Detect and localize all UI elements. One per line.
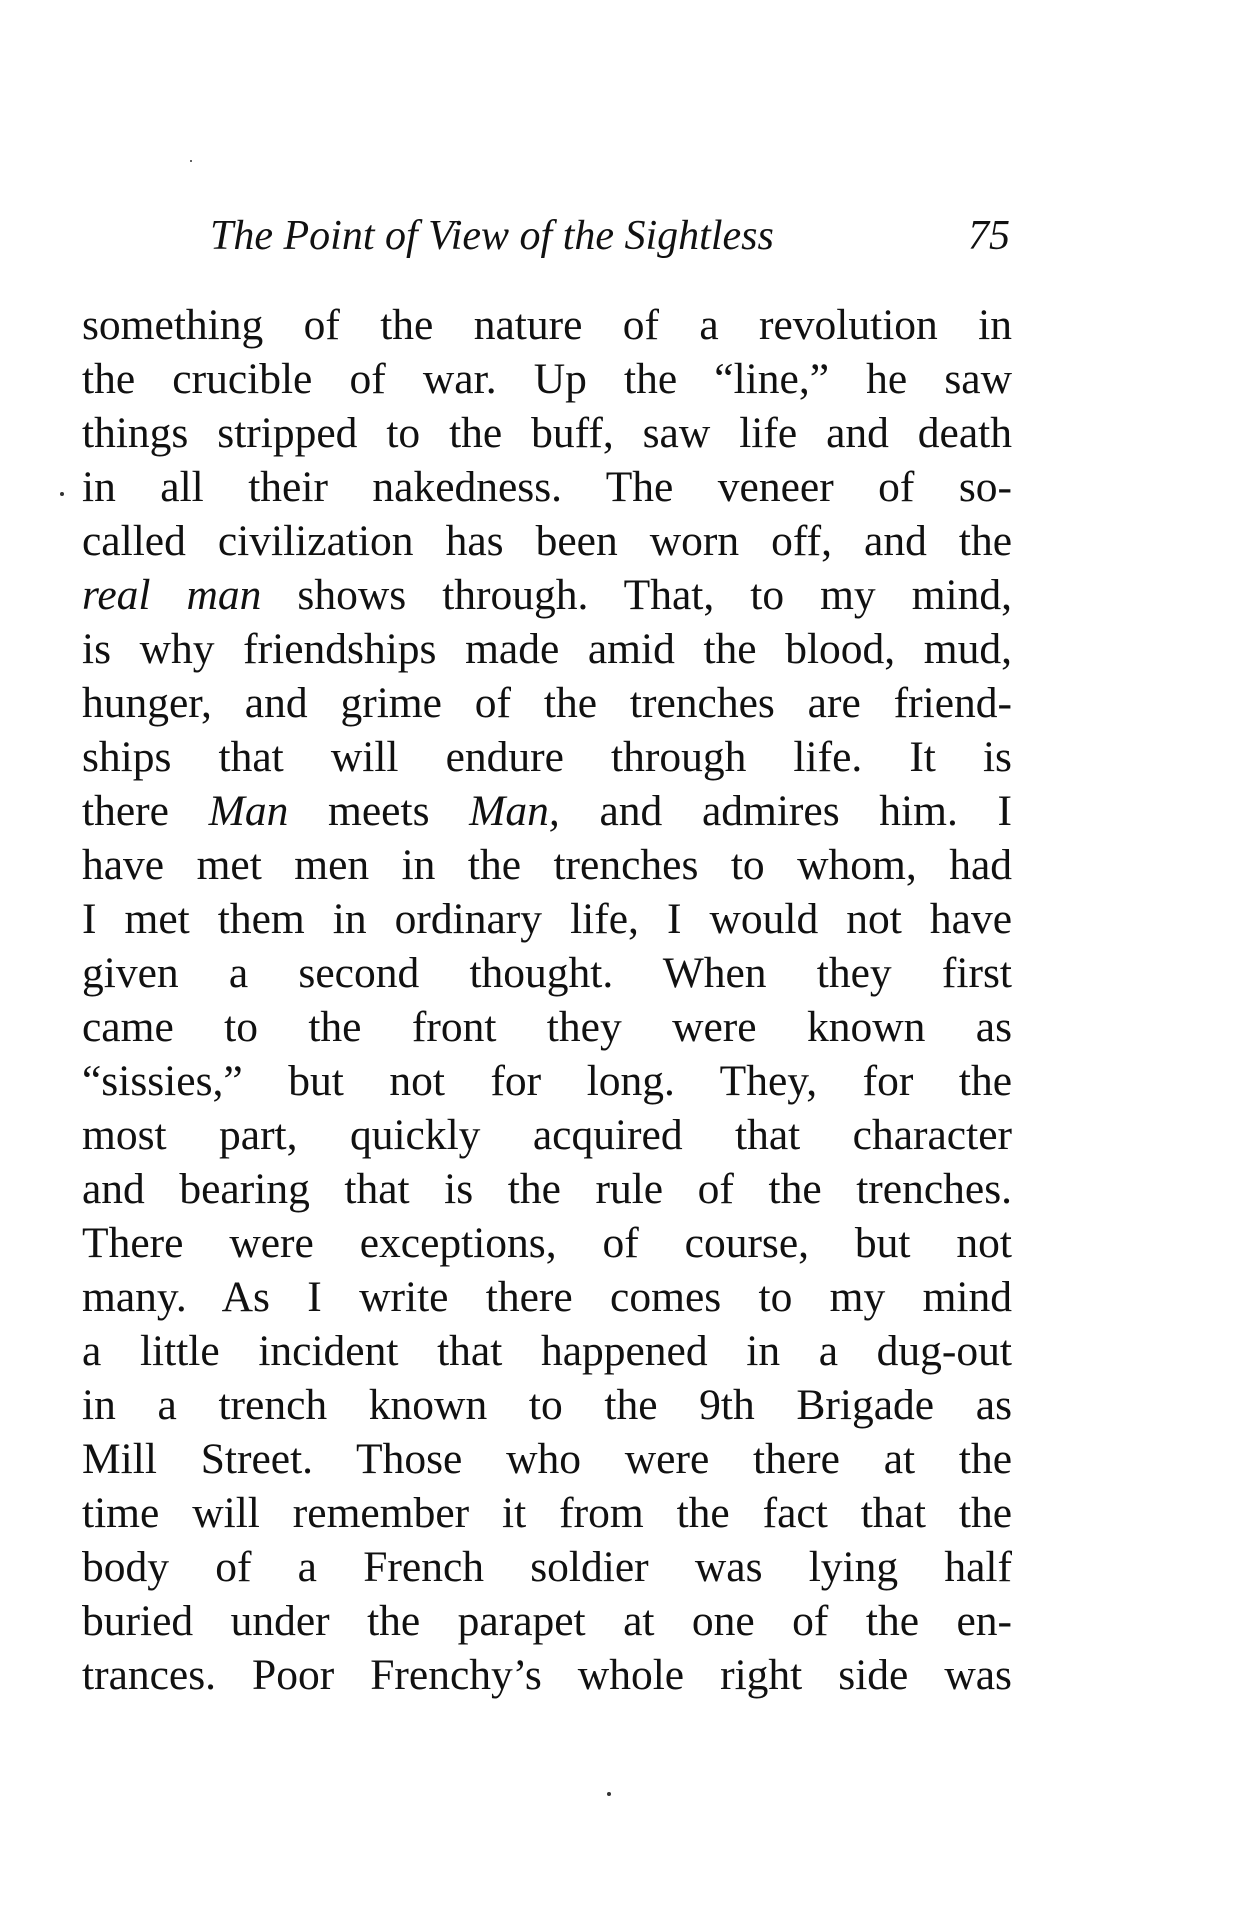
- text-line: [82, 514, 1012, 568]
- text-line: trances. Poor Frenchy’s whole right side was: [82, 1651, 1012, 1699]
- text-line: hunger, and grime of the trenches are friend-: [82, 679, 1012, 727]
- text-segment: meets: [288, 787, 470, 835]
- text-line: [82, 568, 1012, 622]
- text-segment: and admires him. I: [559, 787, 1013, 835]
- scan-speck: [60, 492, 64, 496]
- running-head: [210, 208, 1010, 264]
- text-segment: shows through. That, to my mind,: [261, 571, 1012, 619]
- body-text: [82, 298, 1012, 1702]
- scan-speck: [607, 1792, 611, 1796]
- page-number: 75: [968, 213, 1010, 259]
- text-line: most part, quickly acquired that character: [82, 1111, 1012, 1159]
- text-line: [82, 784, 1012, 838]
- text-line: ships that will endure through life. It is: [82, 733, 1012, 781]
- text-line: Mill Street. Those who were there at the: [82, 1435, 1012, 1483]
- text-line: body of a French soldier was lying half: [82, 1543, 1012, 1591]
- text-line: have met men in the trenches to whom, had: [82, 841, 1012, 889]
- text-line: time will remember it from the fact that the: [82, 1489, 1012, 1537]
- text-line: is why friendships made amid the blood, mud,: [82, 625, 1012, 673]
- text-line: buried under the parapet at one of the en-: [82, 1597, 1012, 1645]
- italic-segment: real man: [82, 571, 262, 619]
- text-line: There were exceptions, of course, but not: [82, 1219, 1012, 1267]
- text-line: and bearing that is the rule of the trenches.: [82, 1165, 1012, 1213]
- scan-speck: [190, 160, 192, 162]
- text-segment: called civilization has been worn off, and the: [82, 517, 1012, 565]
- text-line: a little incident that happened in a dug-out: [82, 1327, 1012, 1375]
- text-line: many. As I write there comes to my mind: [82, 1273, 1012, 1321]
- text-line: “sissies,” but not for long. They, for the: [82, 1057, 1012, 1105]
- text-line: I met them in ordinary life, I would not have: [82, 895, 1012, 943]
- text-line: came to the front they were known as: [82, 1003, 1012, 1051]
- text-segment: there: [82, 787, 209, 835]
- italic-segment: Man: [208, 787, 289, 835]
- text-line: in a trench known to the 9th Brigade as: [82, 1381, 1012, 1429]
- text-line: something of the nature of a revolution in: [82, 301, 1012, 349]
- text-line: given a second thought. When they first: [82, 949, 1012, 997]
- italic-segment: Man,: [469, 787, 560, 835]
- running-title: The Point of View of the Sightless: [210, 213, 774, 259]
- text-line: things stripped to the buff, saw life and death: [82, 409, 1012, 457]
- text-line: the crucible of war. Up the “line,” he saw: [82, 355, 1012, 403]
- text-line: in all their nakedness. The veneer of so-: [82, 463, 1012, 511]
